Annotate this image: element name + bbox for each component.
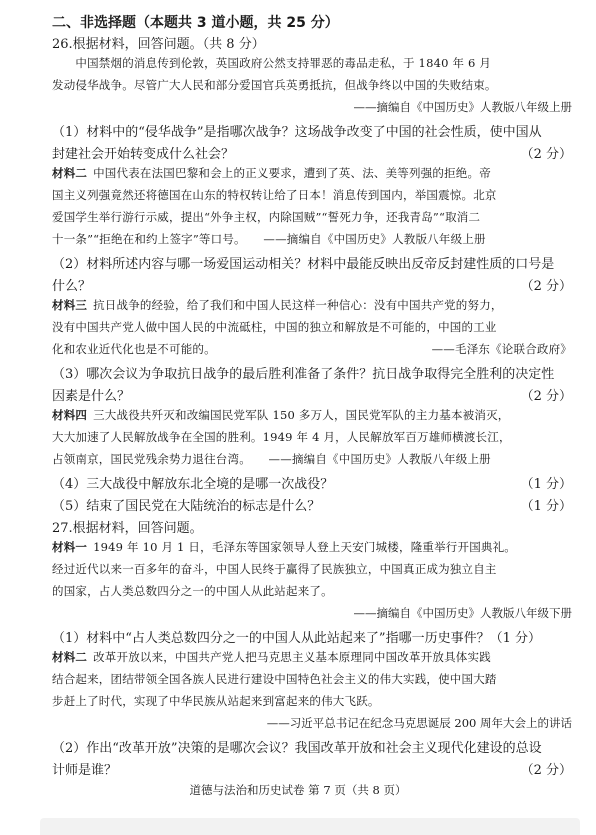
q26-material3-label: 材料三 xyxy=(52,298,88,312)
q26-sub1-line2 xyxy=(52,143,572,162)
q26-material2-line1 xyxy=(52,165,572,181)
q26-material4-line3: 占领南京，国民党残余势力退往台湾。 ——摘编自《中国历史》人教版八年级上册 xyxy=(52,452,491,466)
q27-title: 27.根据材料，回答问题。 xyxy=(52,521,203,536)
q27-sub1: （1）材料中“占人类总数四分之一的中国人从此站起来了”指哪一历史事件？（1 分） xyxy=(52,631,541,646)
q27-material2-line1 xyxy=(52,649,572,665)
q27-material1-line3: 的国家，占人类总数四分之一的中国人从此站起来了。 xyxy=(52,584,333,598)
q26-material4-line1 xyxy=(52,407,572,423)
q26-sub2-line1: （2）材料所述内容与哪一场爱国运动相关？材料中最能反映出反帝反封建性质的口号是 xyxy=(52,257,555,272)
q27-sub2-line2 xyxy=(52,759,572,778)
q26-material3-line1 xyxy=(52,297,572,313)
q26-sub3-text: 因素是什么？ xyxy=(52,389,131,404)
q27-material2-line2: 结合起来，团结带领全国各族人民进行建设中国特色社会主义的伟大实践，使中国大踏 xyxy=(52,672,497,686)
bottom-scroll-bar xyxy=(40,818,580,835)
q26-sub2-text: 什么？ xyxy=(52,279,92,294)
q26-material3-source: ——毛泽东《论联合政府》 xyxy=(431,342,572,356)
q26-sub3-line2 xyxy=(52,385,572,404)
q26-sub1-score: （2 分） xyxy=(520,147,572,162)
q27-material2-text1: 改革开放以来，中国共产党人把马克思主义基本原理同中国改革开放具体实践 xyxy=(93,650,491,664)
q26-title: 26.根据材料，回答问题。（共 8 分） xyxy=(52,37,265,52)
q26-material1-line1: 中国禁烟的消息传到伦敦，英国政府公然支持罪恶的毒品走私，于 1840 年 6 月 xyxy=(52,56,492,70)
q27-material2-line3: 步赶上了时代，实现了中华民族从站起来到富起来的伟大飞跃。 xyxy=(52,694,380,708)
q26-material3-text1: 抗日战争的经验，给了我们和中国人民这样一种信心：没有中国共产党的努力， xyxy=(93,298,503,312)
q26-sub3-score: （2 分） xyxy=(520,389,572,404)
q26-material2-text1: 中国代表在法国巴黎和会上的正义要求，遭到了英、法、美等列强的拒绝。帝 xyxy=(93,166,491,180)
q27-sub2-score: （2 分） xyxy=(520,763,572,778)
q26-material2-line4: 十一条”“拒绝在和约上签字”等口号。 ——摘编自《中国历史》人教版八年级上册 xyxy=(52,232,486,246)
q27-material1-source: ——摘编自《中国历史》人教版八年级下册 xyxy=(353,606,572,620)
q26-material2-label: 材料二 xyxy=(52,166,88,180)
q26-material3-line2: 没有中国共产党人做中国人民的中流砥柱，中国的独立和解放是不可能的，中国的工业 xyxy=(52,320,497,334)
q27-material2-label: 材料二 xyxy=(52,650,88,664)
q27-material1-label: 材料一 xyxy=(52,540,88,554)
q27-sub2-text: 计师是谁？ xyxy=(52,763,118,778)
q26-sub5 xyxy=(52,495,572,514)
page-footer: 道德与法治和历史试卷 第 7 页（共 8 页） xyxy=(189,783,407,797)
q26-sub1-line1: （1）材料中的“侵华战争”是指哪次战争？这场战争改变了中国的社会性质，使中国从 xyxy=(52,125,542,140)
q26-sub2-line2 xyxy=(52,275,572,294)
q26-sub4 xyxy=(52,473,572,492)
q26-material1-source: ——摘编自《中国历史》人教版八年级上册 xyxy=(353,100,572,114)
q26-material2-line2: 国主义列强竟然还将德国在山东的特权转让给了日本！消息传到国内，举国震惊。北京 xyxy=(52,188,497,202)
q26-sub4-score: （1 分） xyxy=(520,477,572,492)
q26-material2-line3: 爱国学生举行游行示威，提出“外争主权，内除国贼”“誓死力争，还我青岛”“取消二 xyxy=(52,210,481,224)
q26-material4-line2: 大大加速了人民解放战争在全国的胜利。1949 年 4 月，人民解放军百万雄师横渡长江， xyxy=(52,430,511,444)
q26-material3-text3: 化和农业近代化也是不可能的。 xyxy=(52,342,216,356)
q26-sub1-text: 封建社会开始转变成什么社会？ xyxy=(52,147,235,162)
q27-material1-text1: 1949 年 10 月 1 日，毛泽东等国家领导人登上天安门城楼，隆重举行开国典礼。 xyxy=(93,540,516,554)
q26-sub3-line1: （3）哪次会议为争取抗日战争的最后胜利准备了条件？抗日战争取得完全胜利的决定性 xyxy=(52,367,555,382)
q26-sub5-text: （5）结束了国民党在大陆统治的标志是什么？ xyxy=(52,499,321,514)
q27-material1-line2: 经过近代以来一百多年的奋斗，中国人民终于赢得了民族独立，中国真正成为独立自主 xyxy=(52,562,497,576)
q26-sub2-score: （2 分） xyxy=(520,279,572,294)
section-title: 二、非选择题（本题共 3 道小题，共 25 分） xyxy=(52,15,339,31)
q26-material3-line3 xyxy=(52,341,572,357)
q26-material4-label: 材料四 xyxy=(52,408,88,422)
q27-material1-line1 xyxy=(52,539,572,555)
q26-sub4-text: （4）三大战役中解放东北全境的是哪一次战役？ xyxy=(52,477,334,492)
q26-material4-text1: 三大战役共歼灭和改编国民党军队 150 多万人，国民党军队的主力基本被消灭， xyxy=(93,408,510,422)
q26-sub5-score: （1 分） xyxy=(520,499,572,514)
q27-sub2-line1: （2）作出“改革开放”决策的是哪次会议？我国改革开放和社会主义现代化建设的总设 xyxy=(52,741,542,756)
q27-material2-source: ——习近平总书记在纪念马克思诞辰 200 周年大会上的讲话 xyxy=(266,716,572,730)
q26-material1-line2: 发动侵华战争。尽管广大人民和部分爱国官兵英勇抵抗，但战争终以中国的失败结束。 xyxy=(52,78,497,92)
